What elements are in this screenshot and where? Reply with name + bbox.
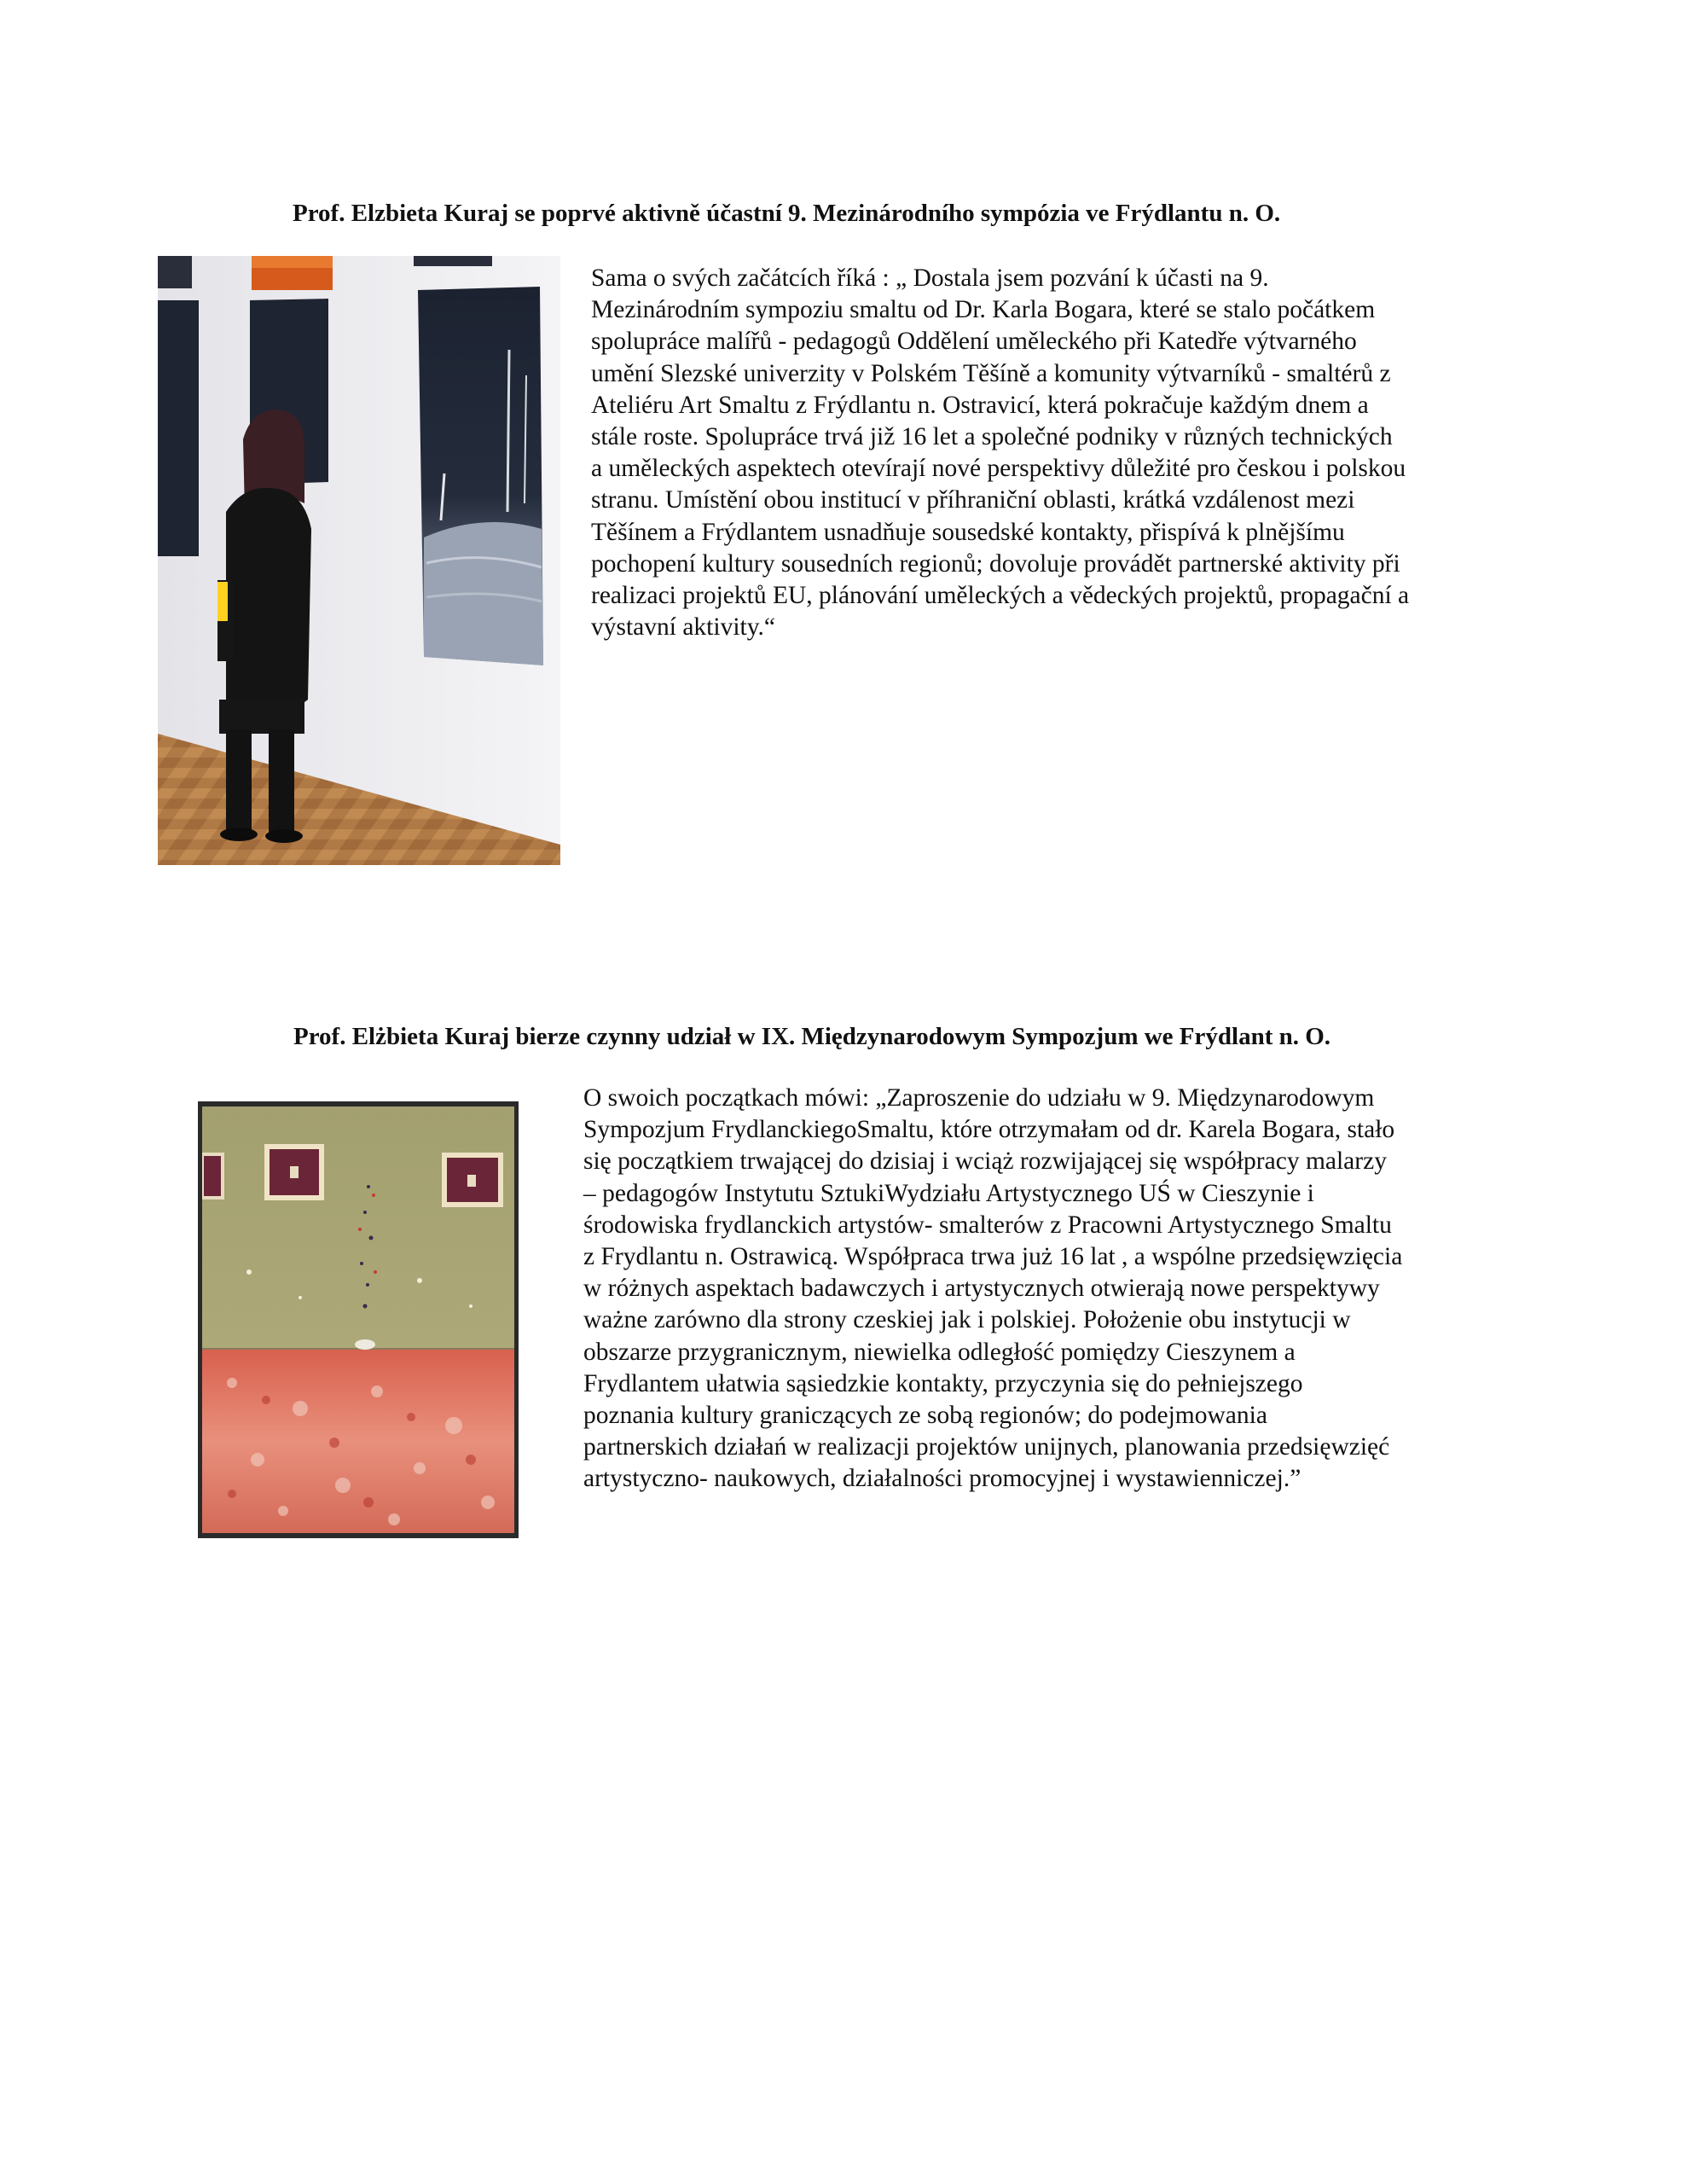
exhibition-photo-graphic <box>158 256 560 865</box>
enamel-artwork-photo <box>198 1101 519 1538</box>
heading-polish: Prof. Elżbieta Kuraj bierze czynny udział w IX. Międzynarodowym Sympozjum we Frýdlant n. O. <box>293 1023 1331 1050</box>
heading-czech: Prof. Elzbieta Kuraj se poprvé aktivně účastní 9. Mezinárodního sympózia ve Frýdlantu n. O. <box>293 200 1281 227</box>
paragraph-polish: O swoich początkach mówi: „Zaproszenie do udziału w 9. Międzynarodowym Sympozjum FrydlanckiegoSmaltu, które otrzymałam od dr. Karela Bogara, stało się początkiem trwającej do dzisiaj i wciąż rozwijającej się współpracy malarzy – pedagogów Instytutu SztukiWydziału Artystycznego UŚ w Cieszynie i środowiska frydlanckich artystów- smalterów z Pracowni Artystycznego Smaltu z Frydlantu n. Ostrawicą. Współpraca trwa już 16 lat , a wspólne przedsięwzięcia w różnych aspektach badawczych i artystycznych otwierają nowe perspektywy ważne zarówno dla strony czeskiej jak i polskiej. Położenie obu instytucji w obszarze przygranicznym, niewielka odległość pomiędzy Cieszynem a Frydlantem ułatwia sąsiedzkie kontakty, przyczynia się do pełniejszego poznania kultury graniczących ze sobą regionów; do podejmowania partnerskich działań w realizacji projektów unijnych, planowania przedsięwzięć artystyczno- naukowych, działalności promocyjnej i wystawienniczej.” <box>583 1084 1403 1493</box>
enamel-artwork-graphic <box>198 1101 519 1538</box>
paragraph-czech: Sama o svých začátcích říká : „ Dostala jsem pozvání k účasti na 9. Mezinárodním sympoziu smaltu od Dr. Karla Bogara, které se stalo počátkem spolupráce malířů - pedagogů Oddělení uměleckého při Katedře výtvarného umění Slezské univerzity v Polském Těšíně a komunity výtvarníků - smaltérů z Ateliéru Art Smaltu z Frýdlantu n. Ostravicí, která pokračuje každým dnem a stále roste. Spolupráce trvá již 16 let a společné podniky v různých technických a uměleckých aspektech otevírají nové perspektivy důležité pro českou i polskou stranu. Umístění obou institucí v příhraniční oblasti, krátká vzdálenost mezi Těšínem a Frýdlantem usnadňuje sousedské kontakty, přispívá k plnějšímu pochopení kultury sousedních regionů; dovoluje provádět partnerské aktivity při realizaci projektů EU, plánování uměleckých a vědeckých projektů, propagační a výstavní aktivity.“ <box>591 264 1410 642</box>
woman-at-exhibition-photo <box>158 256 560 865</box>
